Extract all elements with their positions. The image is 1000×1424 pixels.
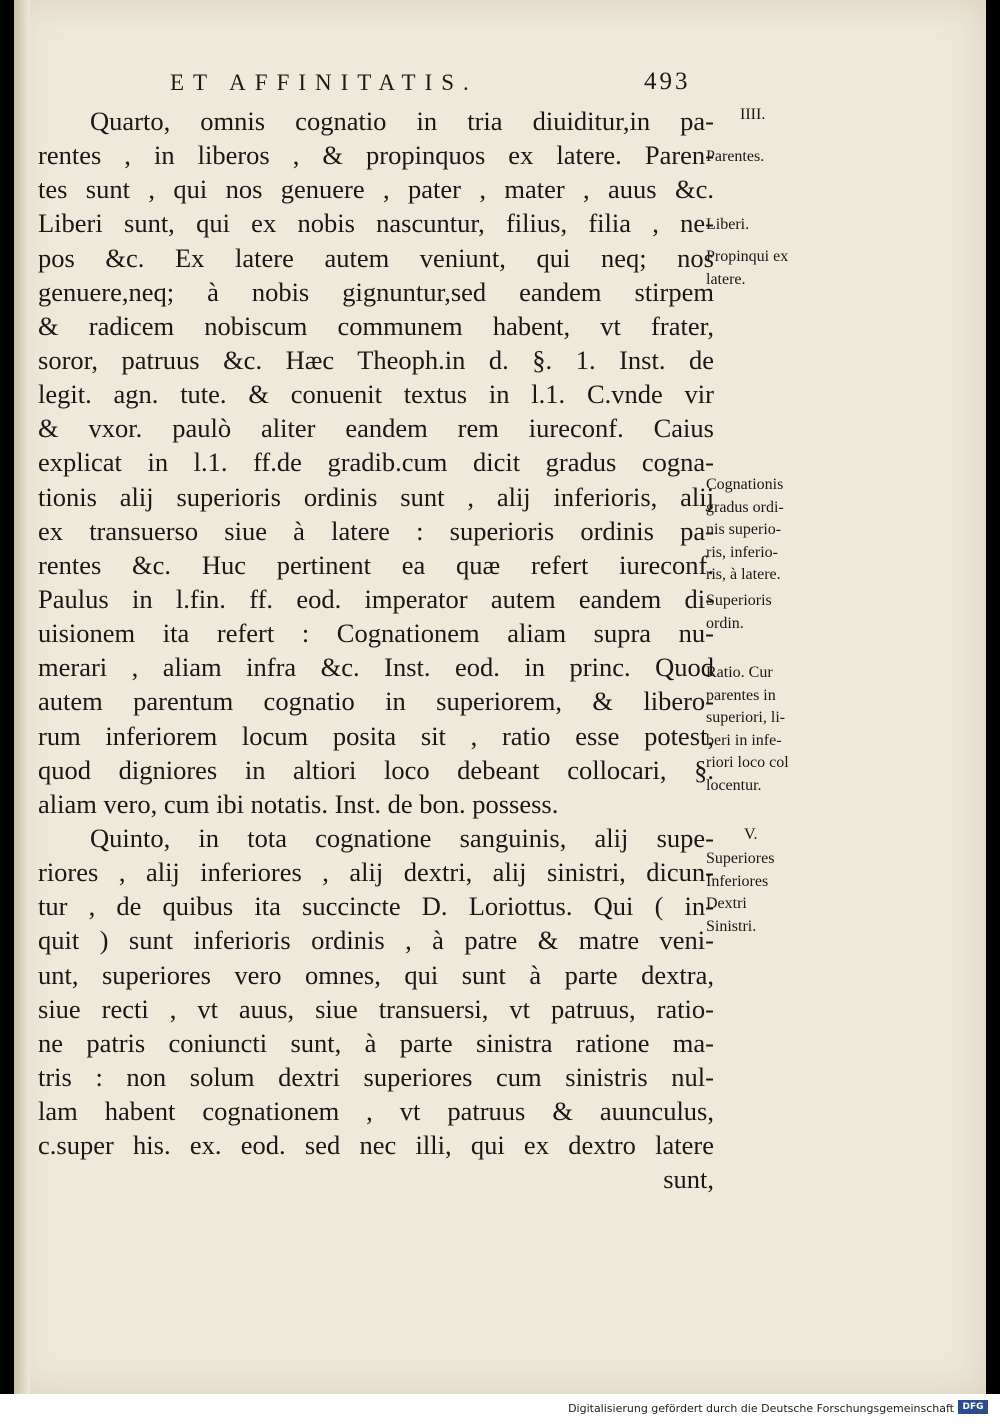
funding-credit: Digitalisierung gefördert durch die Deutsche Forschungsgemeinschaft	[568, 1402, 954, 1415]
text-line: pos &c. Ex latere autem veniunt, qui neq; nos	[38, 242, 714, 273]
marginal-note	[706, 590, 836, 635]
text-line: genuere,neq; à nobis gignuntur,sed eandem stirpem	[38, 276, 714, 307]
main-text	[38, 104, 714, 1197]
marginal-line: IIII.	[740, 106, 766, 123]
catchword: sunt,	[663, 1164, 714, 1195]
text-line: legit. agn. tute. & conuenit textus in l.1. C.vnde vir	[38, 379, 714, 410]
dfg-logo: DFG	[958, 1400, 988, 1414]
text-line: Quinto, in tota cognatione sanguinis, alij supe-	[90, 822, 714, 853]
book-page	[14, 0, 986, 1394]
marginal-line: ris, inferio-	[706, 543, 778, 561]
text-line: & vxor. paulò aliter eandem rem iureconf. Caius	[38, 413, 714, 444]
marginal-line: superiori, li-	[706, 709, 786, 726]
text-line: Liberi sunt, qui ex nobis nascuntur, filius, filia , ne-	[38, 208, 714, 239]
text-line: aliam vero, cum ibi notatis. Inst. de bon. possess.	[38, 788, 559, 819]
text-line: c.super his. ex. eod. sed nec illi, qui ex dextro latere	[38, 1130, 714, 1161]
marginal-line: Inferiores	[706, 872, 769, 890]
text-line: uisionem ita refert : Cognationem aliam supra nu-	[38, 618, 714, 649]
marginal-line: Ratio. Cur	[706, 664, 773, 681]
text-line: tris : non solum dextri superiores cum sinistris nul-	[38, 1061, 714, 1092]
text-line: Paulus in l.fin. ff. eod. imperator autem eandem di-	[38, 583, 714, 614]
page-number: 493	[644, 68, 691, 95]
marginal-line: ris, à latere.	[706, 566, 781, 583]
marginal-line: V.	[744, 826, 758, 843]
marginal-line: parentes in	[706, 686, 776, 704]
marginal-line: riori loco col	[706, 754, 789, 771]
marginal-line: Superiores	[706, 850, 775, 867]
text-line: tionis alij superioris ordinis sunt , alij inferioris, alij	[38, 481, 714, 512]
text-line: ne patris coniuncti sunt, à parte sinistra ratione ma-	[38, 1027, 714, 1058]
page-header	[14, 70, 986, 106]
marginal-note	[706, 474, 836, 587]
marginal-line: latere.	[706, 270, 746, 288]
marginal-line: Liberi.	[706, 216, 750, 233]
page-gutter	[14, 0, 30, 1394]
marginal-note	[740, 104, 870, 127]
marginal-line: Superioris	[706, 592, 772, 609]
text-line: soror, patruus &c. Hæc Theoph.in d. §. 1. Inst. de	[38, 344, 714, 375]
marginal-line: nis superio-	[706, 521, 782, 538]
footer-bar	[0, 1394, 1000, 1424]
text-line: quod digniores in altiori loco debeant collocari, §.	[38, 754, 714, 785]
marginal-note	[744, 824, 874, 847]
marginal-line: locentur.	[706, 776, 762, 794]
text-line: unt, superiores vero omnes, qui sunt à parte dextra,	[38, 959, 714, 990]
text-line: & radicem nobiscum communem habent, vt frater,	[38, 310, 714, 341]
marginal-line: beri in infe-	[706, 731, 782, 749]
text-line: rentes , in liberos , & propinquos ex latere. Paren-	[38, 140, 714, 171]
marginal-note	[706, 848, 836, 938]
text-line: Quarto, omnis cognatio in tria diuiditur,in pa-	[90, 106, 714, 136]
marginal-note	[706, 214, 836, 237]
marginal-note	[706, 246, 836, 291]
text-line: ex transuerso siue à latere : superioris ordinis pa-	[38, 515, 714, 546]
text-line: lam habent cognationem , vt patruus & auunculus,	[38, 1096, 714, 1127]
marginal-line: Propinqui ex	[706, 248, 789, 265]
text-line: autem parentum cognatio in superiorem, & libero-	[38, 686, 714, 717]
marginal-line: Dextri	[706, 895, 747, 912]
text-line: tur , de quibus ita succincte D. Loriottus. Qui ( in-	[38, 891, 714, 922]
text-line: siue recti , vt auus, siue transuersi, vt patruus, ratio-	[38, 993, 714, 1024]
text-line: explicat in l.1. ff.de gradib.cum dicit gradus cogna-	[38, 447, 714, 478]
marginal-line: Sinistri.	[706, 917, 757, 935]
text-line: tes sunt , qui nos genuere , pater , mater , auus &c.	[38, 174, 714, 205]
marginal-line: ordin.	[706, 614, 744, 632]
running-title: ET AFFINITATIS.	[170, 70, 478, 95]
text-line: rentes &c. Huc pertinent ea quæ refert iureconf.	[38, 549, 714, 580]
text-line: merari , aliam infra &c. Inst. eod. in princ. Quod	[38, 652, 714, 683]
text-line: rum inferiorem locum posita sit , ratio esse potest,	[38, 720, 714, 751]
marginal-note	[706, 662, 836, 797]
marginal-line: gradus ordi-	[706, 498, 784, 516]
marginal-line: Parentes.	[706, 148, 765, 165]
text-line: quit ) sunt inferioris ordinis , à patre & matre veni-	[38, 925, 714, 956]
marginal-line: Cognationis	[706, 476, 784, 493]
text-line: riores , alij inferiores , alij dextri, alij sinistri, dicun-	[38, 857, 714, 888]
marginal-note	[706, 146, 836, 169]
